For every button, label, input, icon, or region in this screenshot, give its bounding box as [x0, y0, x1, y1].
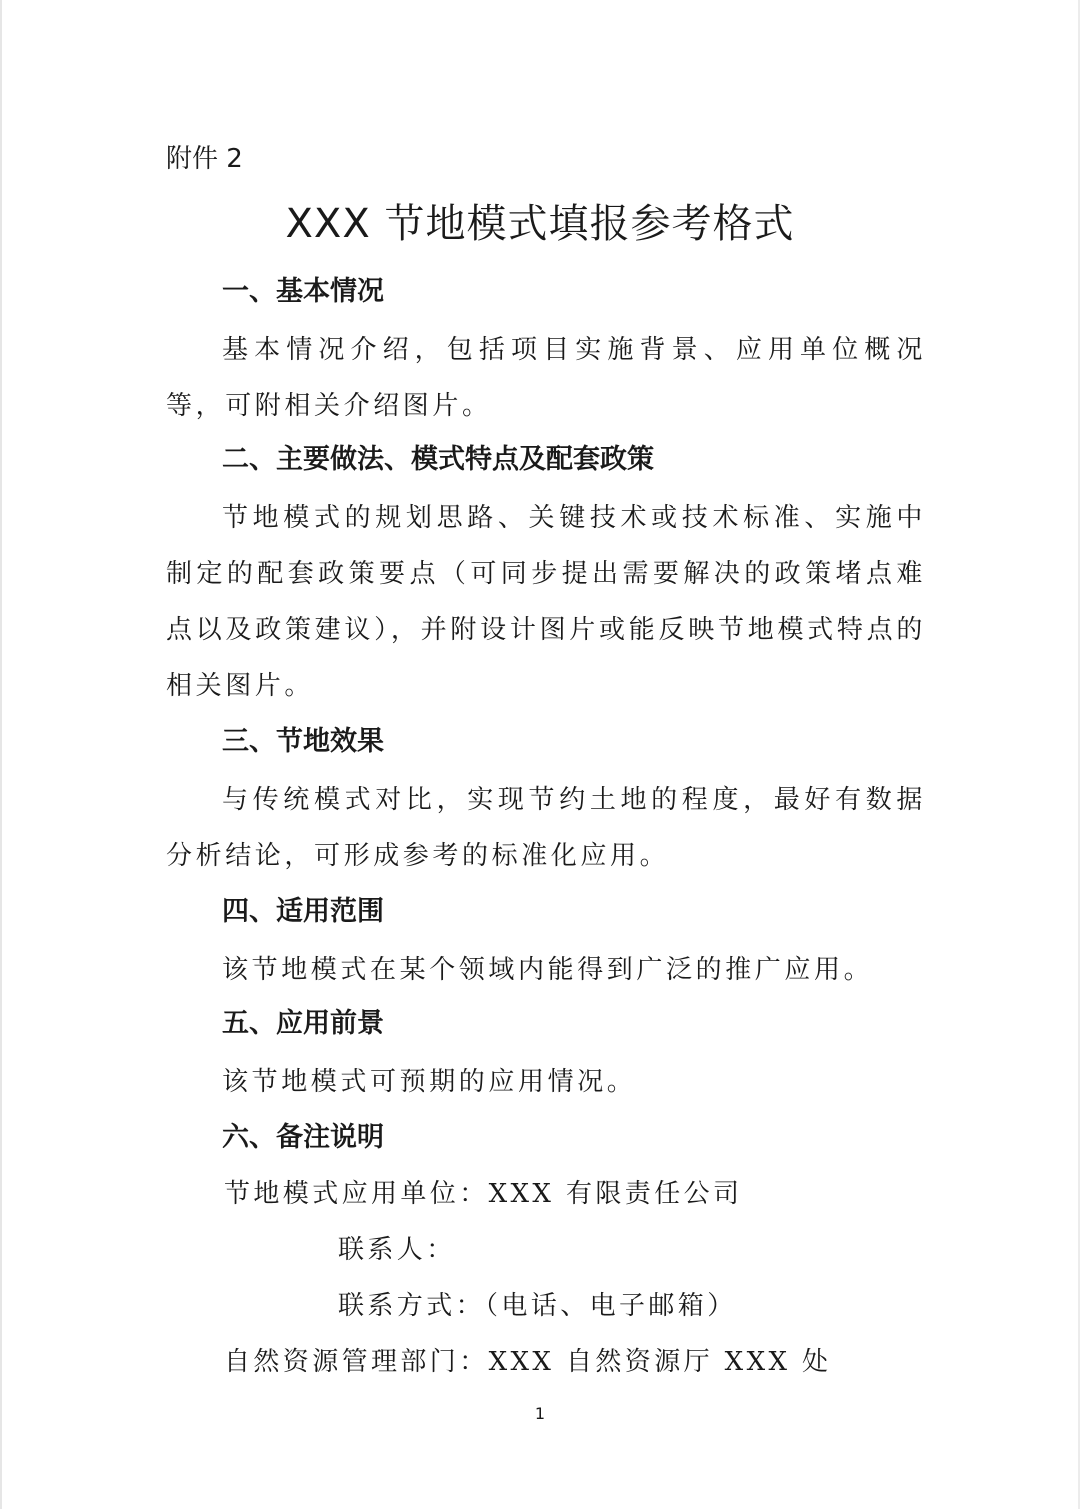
note-unit: 节地模式应用单位：XXX 有限责任公司	[224, 1179, 743, 1209]
section-6-heading: 六、备注说明	[222, 1122, 384, 1153]
section-5-body: 该节地模式可预期的应用情况。	[222, 1067, 637, 1097]
section-2-heading: 二、主要做法、模式特点及配套政策	[222, 444, 654, 475]
note-department: 自然资源管理部门：XXX 自然资源厅 XXX 处	[224, 1347, 832, 1377]
section-4-heading: 四、适用范围	[222, 896, 384, 927]
page-number: 1	[534, 1404, 546, 1423]
note-contact-method: 联系方式：（电话、电子邮箱）	[338, 1291, 737, 1321]
attachment-label: 附件 2	[166, 144, 243, 174]
section-5-heading: 五、应用前景	[222, 1008, 384, 1039]
section-1-body: 基本情况介绍，包括项目实施背景、应用单位概况等，可附相关介绍图片。	[166, 335, 926, 421]
note-contact-person: 联系人：	[338, 1235, 456, 1265]
section-2-body: 节地模式的规划思路、关键技术或技术标准、实施中制定的配套政策要点（可同步提出需要解决的政策堵点难点以及政策建议），并附设计图片或能反映节地模式特点的相关图片。	[166, 503, 926, 701]
section-3-body: 与传统模式对比，实现节约土地的程度，最好有数据分析结论，可形成参考的标准化应用。	[166, 785, 926, 871]
document-title: XXX 节地模式填报参考格式	[285, 201, 795, 247]
section-1-heading: 一、基本情况	[222, 276, 384, 307]
section-4-body: 该节地模式在某个领域内能得到广泛的推广应用。	[222, 955, 874, 985]
section-3-heading: 三、节地效果	[222, 726, 384, 757]
